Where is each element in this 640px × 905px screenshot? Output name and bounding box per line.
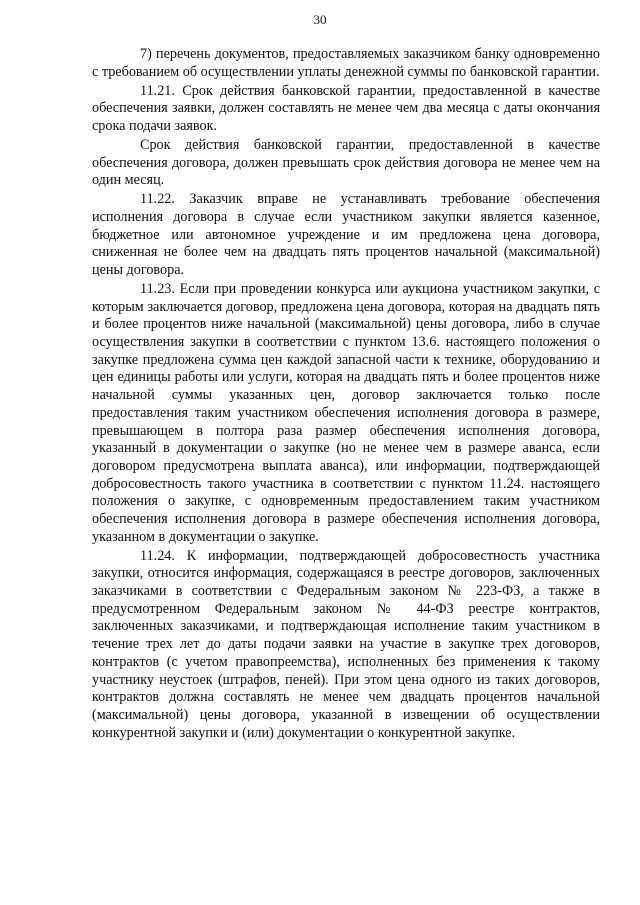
paragraph-contract-guarantee-term: Срок действия банковской гарантии, предоставленной в качестве обеспечения договора, должен превышать срок действия договора не менее чем на один месяц. [92, 136, 600, 189]
paragraph-11-23: 11.23. Если при проведении конкурса или аукциона участником закупки, с которым заключается договор, предложена цена договора, которая на двадцать пять и более процентов ниже начальной (максимальной) цены договора, либо в случае осуществления закупки в соответствии с пунктом 13.6. настоящего положения о закупке предложена сумма цен каждой запасной части к технике, оборудованию и цен единицы работы или услуги, которая на двадцать пять и более процентов ниже начальной суммы указанных цен, договор заключается только после предоставления таким участником обеспечения исполнения договора в размере, превышающем в полтора раза размер обеспечения исполнения договора, указанный в документации о закупке (но не менее чем в размере аванса, если договором предусмотрена выплата аванса), или информации, подтверждающей добросовестность такого участника в соответствии с пунктом 11.24. настоящего положения о закупке, с одновременным предоставлением таким участником обеспечения исполнения договора в размере обеспечения исполнения договора, указанном в документации о закупке. [92, 280, 600, 545]
paragraph-11-22: 11.22. Заказчик вправе не устанавливать требование обеспечения исполнения договора в случае если участником закупки является казенное, бюджетное или автономное учреждение и им предложена цена договора, сниженная не более чем на двадцать пять процентов начальной (максимальной) цены договора. [92, 191, 600, 278]
page-number: 30 [313, 12, 327, 27]
paragraph-item-7: 7) перечень документов, предоставляемых заказчиком банку одновременно с требованием об осуществлении уплаты денежной суммы по банковской гарантии. [92, 46, 600, 80]
document-body [92, 46, 600, 744]
paragraph-11-24: 11.24. К информации, подтверждающей добросовестность участника закупки, относится информация, содержащаяся в реестре договоров, заключенных заказчиками в соответствии с Федеральным законом № 223-ФЗ, а также в предусмотренном Федеральным законом № 44-ФЗ реестре контрактов, заключенных заказчиками, и подтверждающая исполнение таким участником в течение трех лет до даты подачи заявки на участие в закупке трех договоров, контрактов (с учетом правопреемства), исполненных без применения к такому участнику неустоек (штрафов, пеней). При этом цена одного из таких договоров, контрактов должна составлять не менее чем двадцать процентов начальной (максимальной) цены договора, указанной в извещении об осуществлении конкурентной закупки и (или) документации о конкурентной закупке. [92, 547, 600, 741]
paragraph-11-21: 11.21. Срок действия банковской гарантии, предоставленной в качестве обеспечения заявки, должен составлять не менее чем два месяца с даты окончания срока подачи заявок. [92, 82, 600, 134]
